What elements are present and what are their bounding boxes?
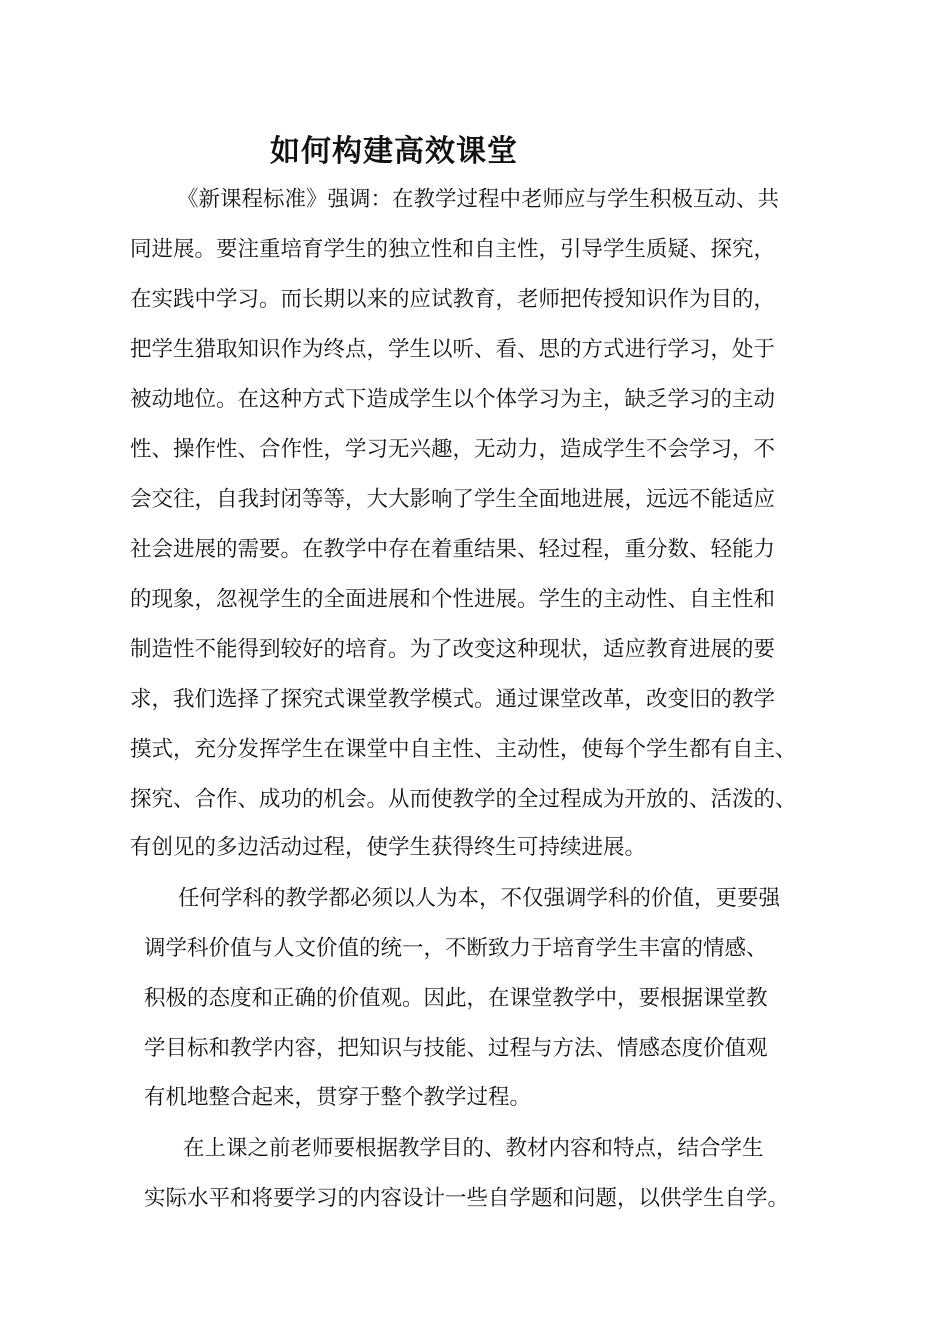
paragraph-1-line-6: 性、操作性、合作性，学习无兴趣，无动力，造成学生不会学习，不: [130, 437, 776, 462]
paragraph-1-line-7: 会交往，自我封闭等等，大大影响了学生全面地进展，远远不能适应: [130, 487, 776, 512]
paragraph-2-line-4: 学目标和教学内容，把知识与技能、过程与方法、情感态度价值观: [144, 1036, 768, 1061]
paragraph-3-line-2: 实际水平和将要学习的内容设计一些自学题和问题，以供学生自学。: [144, 1186, 790, 1211]
paragraph-3-line-1: 在上课之前老师要根据教学目的、教材内容和特点，结合学生: [183, 1136, 764, 1161]
document-title: 如何构建高效课堂: [270, 134, 518, 169]
paragraph-1-line-3: 在实践中学习。而长期以来的应试教育，老师把传授知识作为目的，: [130, 287, 776, 312]
paragraph-1-line-11: 求，我们选择了探究式课堂教学模式。通过课堂改革，改变旧的教学: [130, 687, 776, 712]
paragraph-1-line-4: 把学生猎取知识作为终点，学生以听、看、思的方式进行学习，处于: [130, 337, 776, 362]
paragraph-1-line-14: 有创见的多边活动过程，使学生获得终生可持续进展。: [130, 835, 647, 860]
paragraph-1-line-9: 的现象，忽视学生的全面进展和个性进展。学生的主动性、自主性和: [130, 587, 776, 612]
paragraph-2-line-1: 任何学科的教学都必须以人为本，不仅强调学科的价值，更要强: [178, 886, 781, 911]
paragraph-1-line-1: 《新课程标准》强调：在教学过程中老师应与学生积极互动、共: [177, 187, 780, 212]
paragraph-1-line-8: 社会进展的需要。在教学中存在着重结果、轻过程，重分数、轻能力: [130, 537, 776, 562]
paragraph-1-line-10: 制造性不能得到较好的培育。为了改变这种现状，适应教育进展的要: [130, 637, 776, 662]
paragraph-2-line-3: 积极的态度和正确的价值观。因此，在课堂教学中，要根据课堂教: [144, 986, 768, 1011]
paragraph-1-line-5: 被动地位。在这种方式下造成学生以个体学习为主，缺乏学习的主动: [130, 387, 776, 412]
paragraph-1-line-2: 同进展。要注重培育学生的独立性和自主性，引导学生质疑、探究，: [130, 237, 776, 262]
paragraph-1-line-13: 探究、合作、成功的机会。从而使教学的全过程成为开放的、活泼的、: [130, 787, 797, 812]
paragraph-2-line-2: 调学科价值与人文价值的统一，不断致力于培育学生丰富的情感、: [144, 936, 768, 961]
paragraph-2-line-5: 有机地整合起来，贯穿于整个教学过程。: [144, 1085, 532, 1110]
paragraph-1-line-12: 摸式，充分发挥学生在课堂中自主性、主动性，使每个学生都有自主、: [130, 737, 797, 762]
